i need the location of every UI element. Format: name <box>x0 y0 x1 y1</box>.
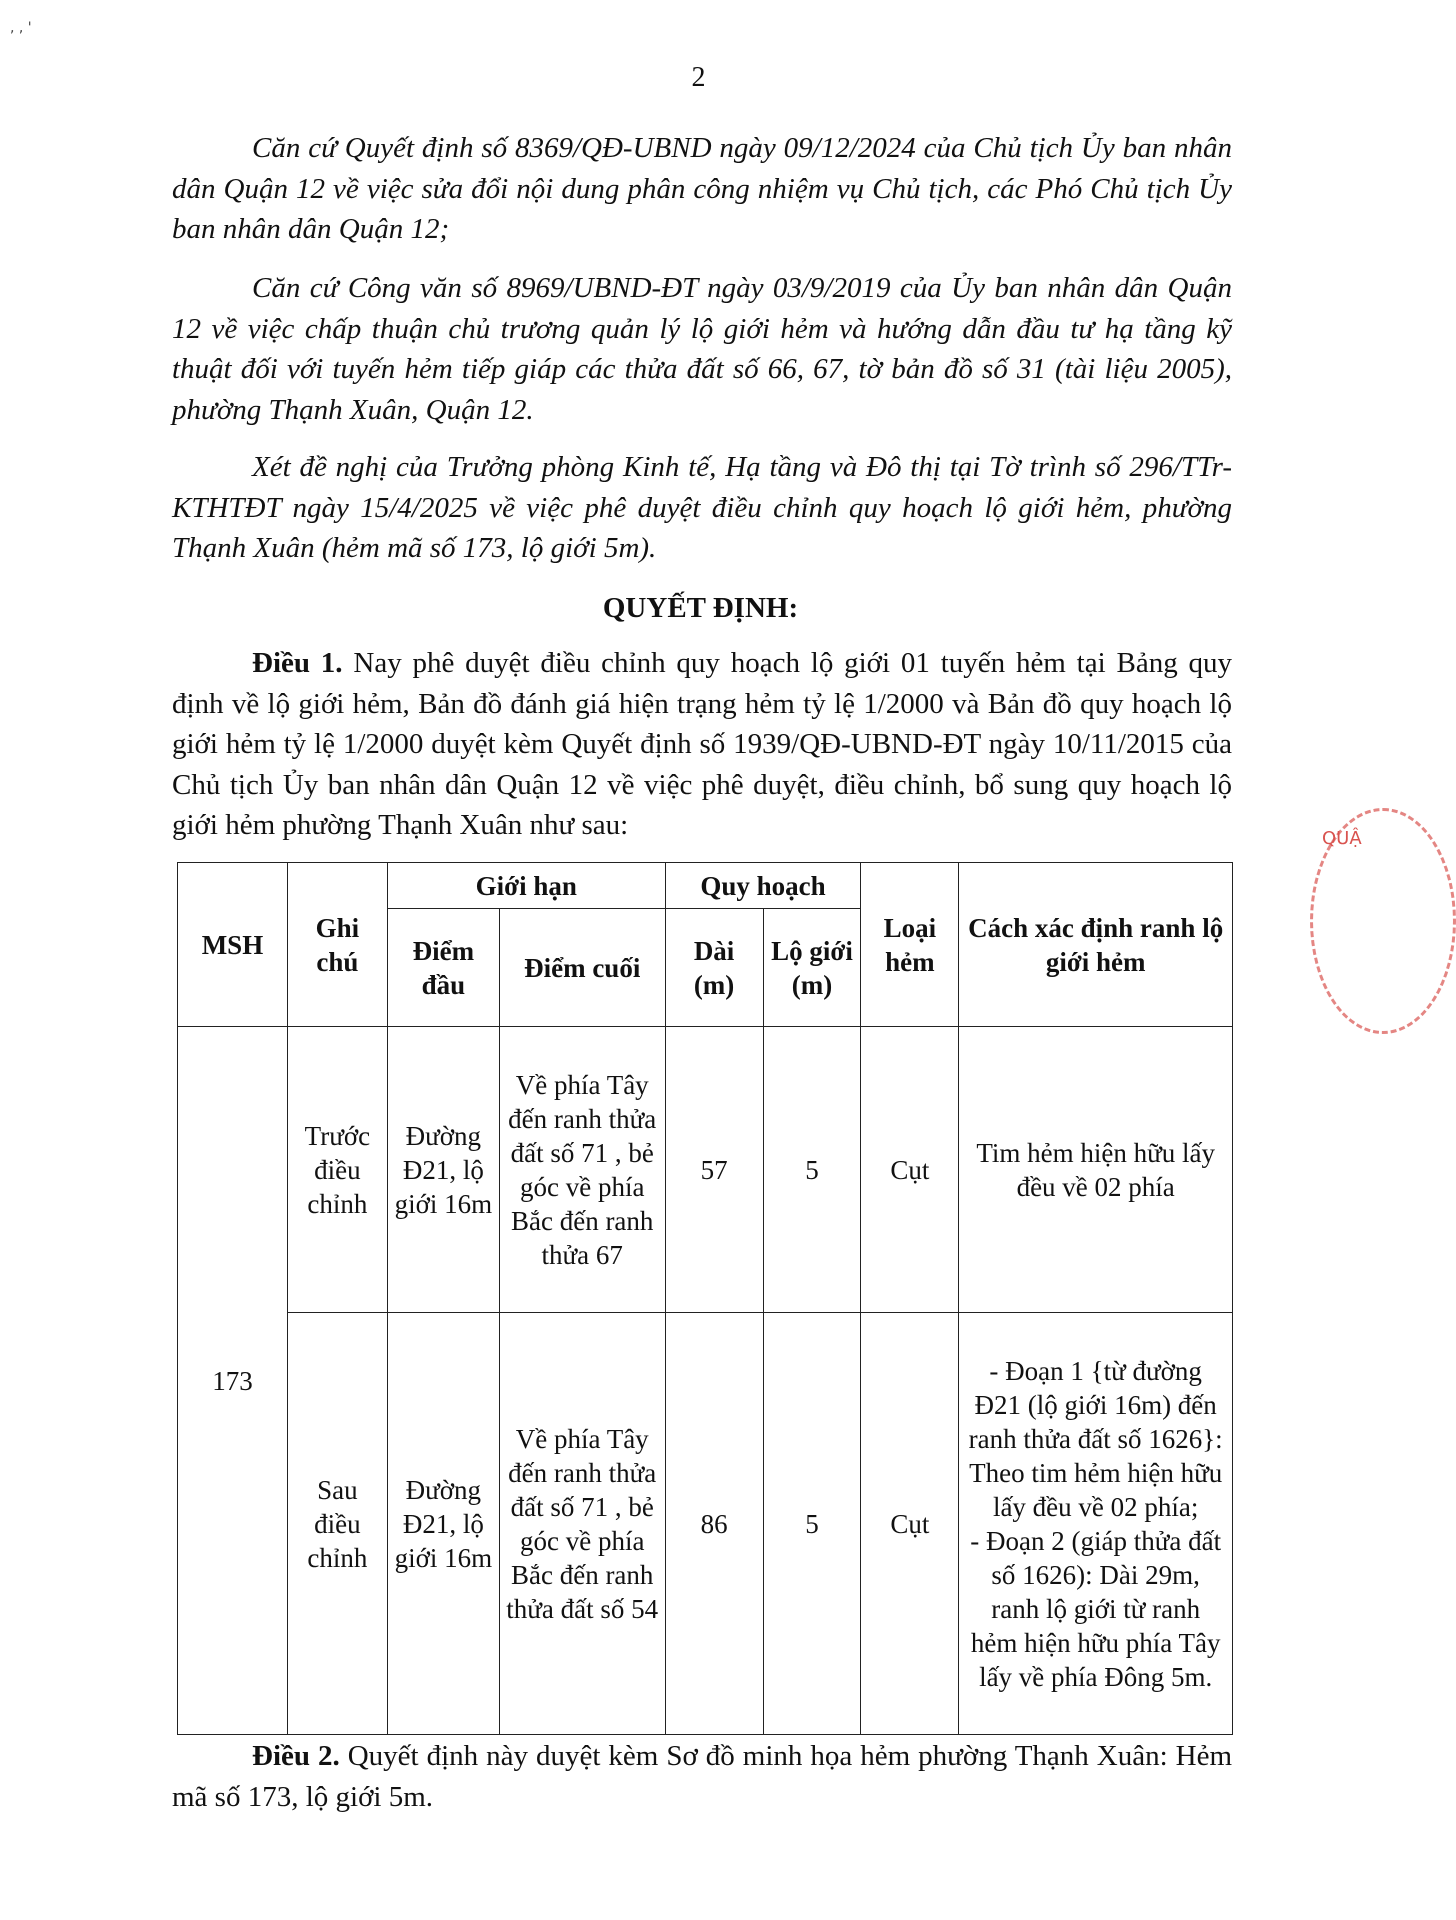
header-msh: MSH <box>178 863 288 1027</box>
diem-dau-cell: Đường Đ21, lộ giới 16m <box>387 1313 499 1735</box>
header-dai: Dài (m) <box>665 909 763 1027</box>
scan-marks: , , ' <box>10 20 32 36</box>
article-2 <box>172 1736 1232 1817</box>
legal-basis-2: Căn cứ Công văn số 8969/UBND-ĐT ngày 03/9/2019 của Ủy ban nhân dân Quận 12 về việc chấp thuận chủ trương quản lý lộ giới hẻm và hướng dẫn đầu tư hạ tầng kỹ thuật đối với tuyến hẻm tiếp giáp các thửa đất số 66, 67, tờ bản đồ số 31 (tài liệu 2005), phường Thạnh Xuân, Quận 12. <box>172 272 1232 426</box>
diem-dau-cell: Đường Đ21, lộ giới 16m <box>387 1027 499 1313</box>
msh-cell: 173 <box>178 1027 288 1735</box>
loai-hem-cell: Cụt <box>861 1313 959 1735</box>
dai-cell: 86 <box>665 1313 763 1735</box>
header-diem-dau: Điểm đầu <box>387 909 499 1027</box>
ghi-chu-cell: Trước điều chỉnh <box>287 1027 387 1313</box>
diem-cuoi-cell: Về phía Tây đến ranh thửa đất số 71 , bẻ góc về phía Bắc đến ranh thửa đất số 54 <box>499 1313 665 1735</box>
header-lo-gioi: Lộ giới (m) <box>763 909 861 1027</box>
article-1-label: Điều 1. <box>252 647 343 679</box>
table-row <box>178 1027 1233 1313</box>
stamp-text: QUẬ <box>1322 828 1362 849</box>
regulation-table <box>177 862 1233 1735</box>
dai-cell: 57 <box>665 1027 763 1313</box>
cach-xac-dinh-segment-1: - Đoạn 1 {từ đường Đ21 (lộ giới 16m) đến ranh thửa đất số 1626}: Theo tim hẻm hiện hữu lấy đều về 02 phía; <box>968 1355 1223 1522</box>
proposal-paragraph: Xét đề nghị của Trưởng phòng Kinh tế, Hạ tầng và Đô thị tại Tờ trình số 296/TTr-KTHTĐT ngày 15/4/2025 về việc phê duyệt điều chỉnh quy hoạch lộ giới hẻm, phường Thạnh Xuân (hẻm mã số 173, lộ giới 5m). <box>172 451 1232 564</box>
header-ghi-chu: Ghi chú <box>287 863 387 1027</box>
diem-cuoi-cell: Về phía Tây đến ranh thửa đất số 71 , bẻ góc về phía Bắc đến ranh thửa 67 <box>499 1027 665 1313</box>
cach-xac-dinh-cell: Tim hẻm hiện hữu lấy đều về 02 phía <box>959 1027 1233 1313</box>
table-row <box>178 1313 1233 1735</box>
cach-xac-dinh-cell <box>959 1313 1233 1735</box>
cach-xac-dinh-segment-2: - Đoạn 2 (giáp thửa đất số 1626): Dài 29m, ranh lộ giới từ ranh hẻm hiện hữu phía Tây lấy về phía Đông 5m. <box>970 1525 1222 1692</box>
header-loai-hem: Loại hẻm <box>861 863 959 1027</box>
header-quy-hoach: Quy hoạch <box>665 863 861 909</box>
ghi-chu-cell: Sau điều chỉnh <box>287 1313 387 1735</box>
legal-basis-1: Căn cứ Quyết định số 8369/QĐ-UBND ngày 09/12/2024 của Chủ tịch Ủy ban nhân dân Quận 12 về việc sửa đổi nội dung phân công nhiệm vụ Chủ tịch, các Phó Chủ tịch Ủy ban nhân dân Quận 12; <box>172 132 1232 245</box>
article-1 <box>172 643 1232 846</box>
article-2-label: Điều 2. <box>252 1740 340 1772</box>
article-1-text: Nay phê duyệt điều chỉnh quy hoạch lộ giới 01 tuyến hẻm tại Bảng quy định về lộ giới hẻm, Bản đồ đánh giá hiện trạng hẻm tỷ lệ 1/2000 và Bản đồ quy hoạch lộ giới hẻm tỷ lệ 1/2000 duyệt kèm Quyết định số 1939/QĐ-UBND-ĐT ngày 10/11/2015 của Chủ tịch Ủy ban nhân dân Quận 12 về việc phê duyệt, điều chỉnh, bổ sung quy hoạch lộ giới hẻm phường Thạnh Xuân như sau: <box>172 647 1233 841</box>
header-cach-xac-dinh: Cách xác định ranh lộ giới hẻm <box>959 863 1233 1027</box>
header-gioi-han: Giới hạn <box>387 863 665 909</box>
loai-hem-cell: Cụt <box>861 1027 959 1313</box>
decision-heading: QUYẾT ĐỊNH: <box>602 592 799 624</box>
header-diem-cuoi: Điểm cuối <box>499 909 665 1027</box>
lo-gioi-cell: 5 <box>763 1027 861 1313</box>
article-2-text: Quyết định này duyệt kèm Sơ đồ minh họa hẻm phường Thạnh Xuân: Hẻm mã số 173, lộ giới 5m. <box>172 1740 1232 1813</box>
lo-gioi-cell: 5 <box>763 1313 861 1735</box>
page-number: 2 <box>691 62 706 93</box>
